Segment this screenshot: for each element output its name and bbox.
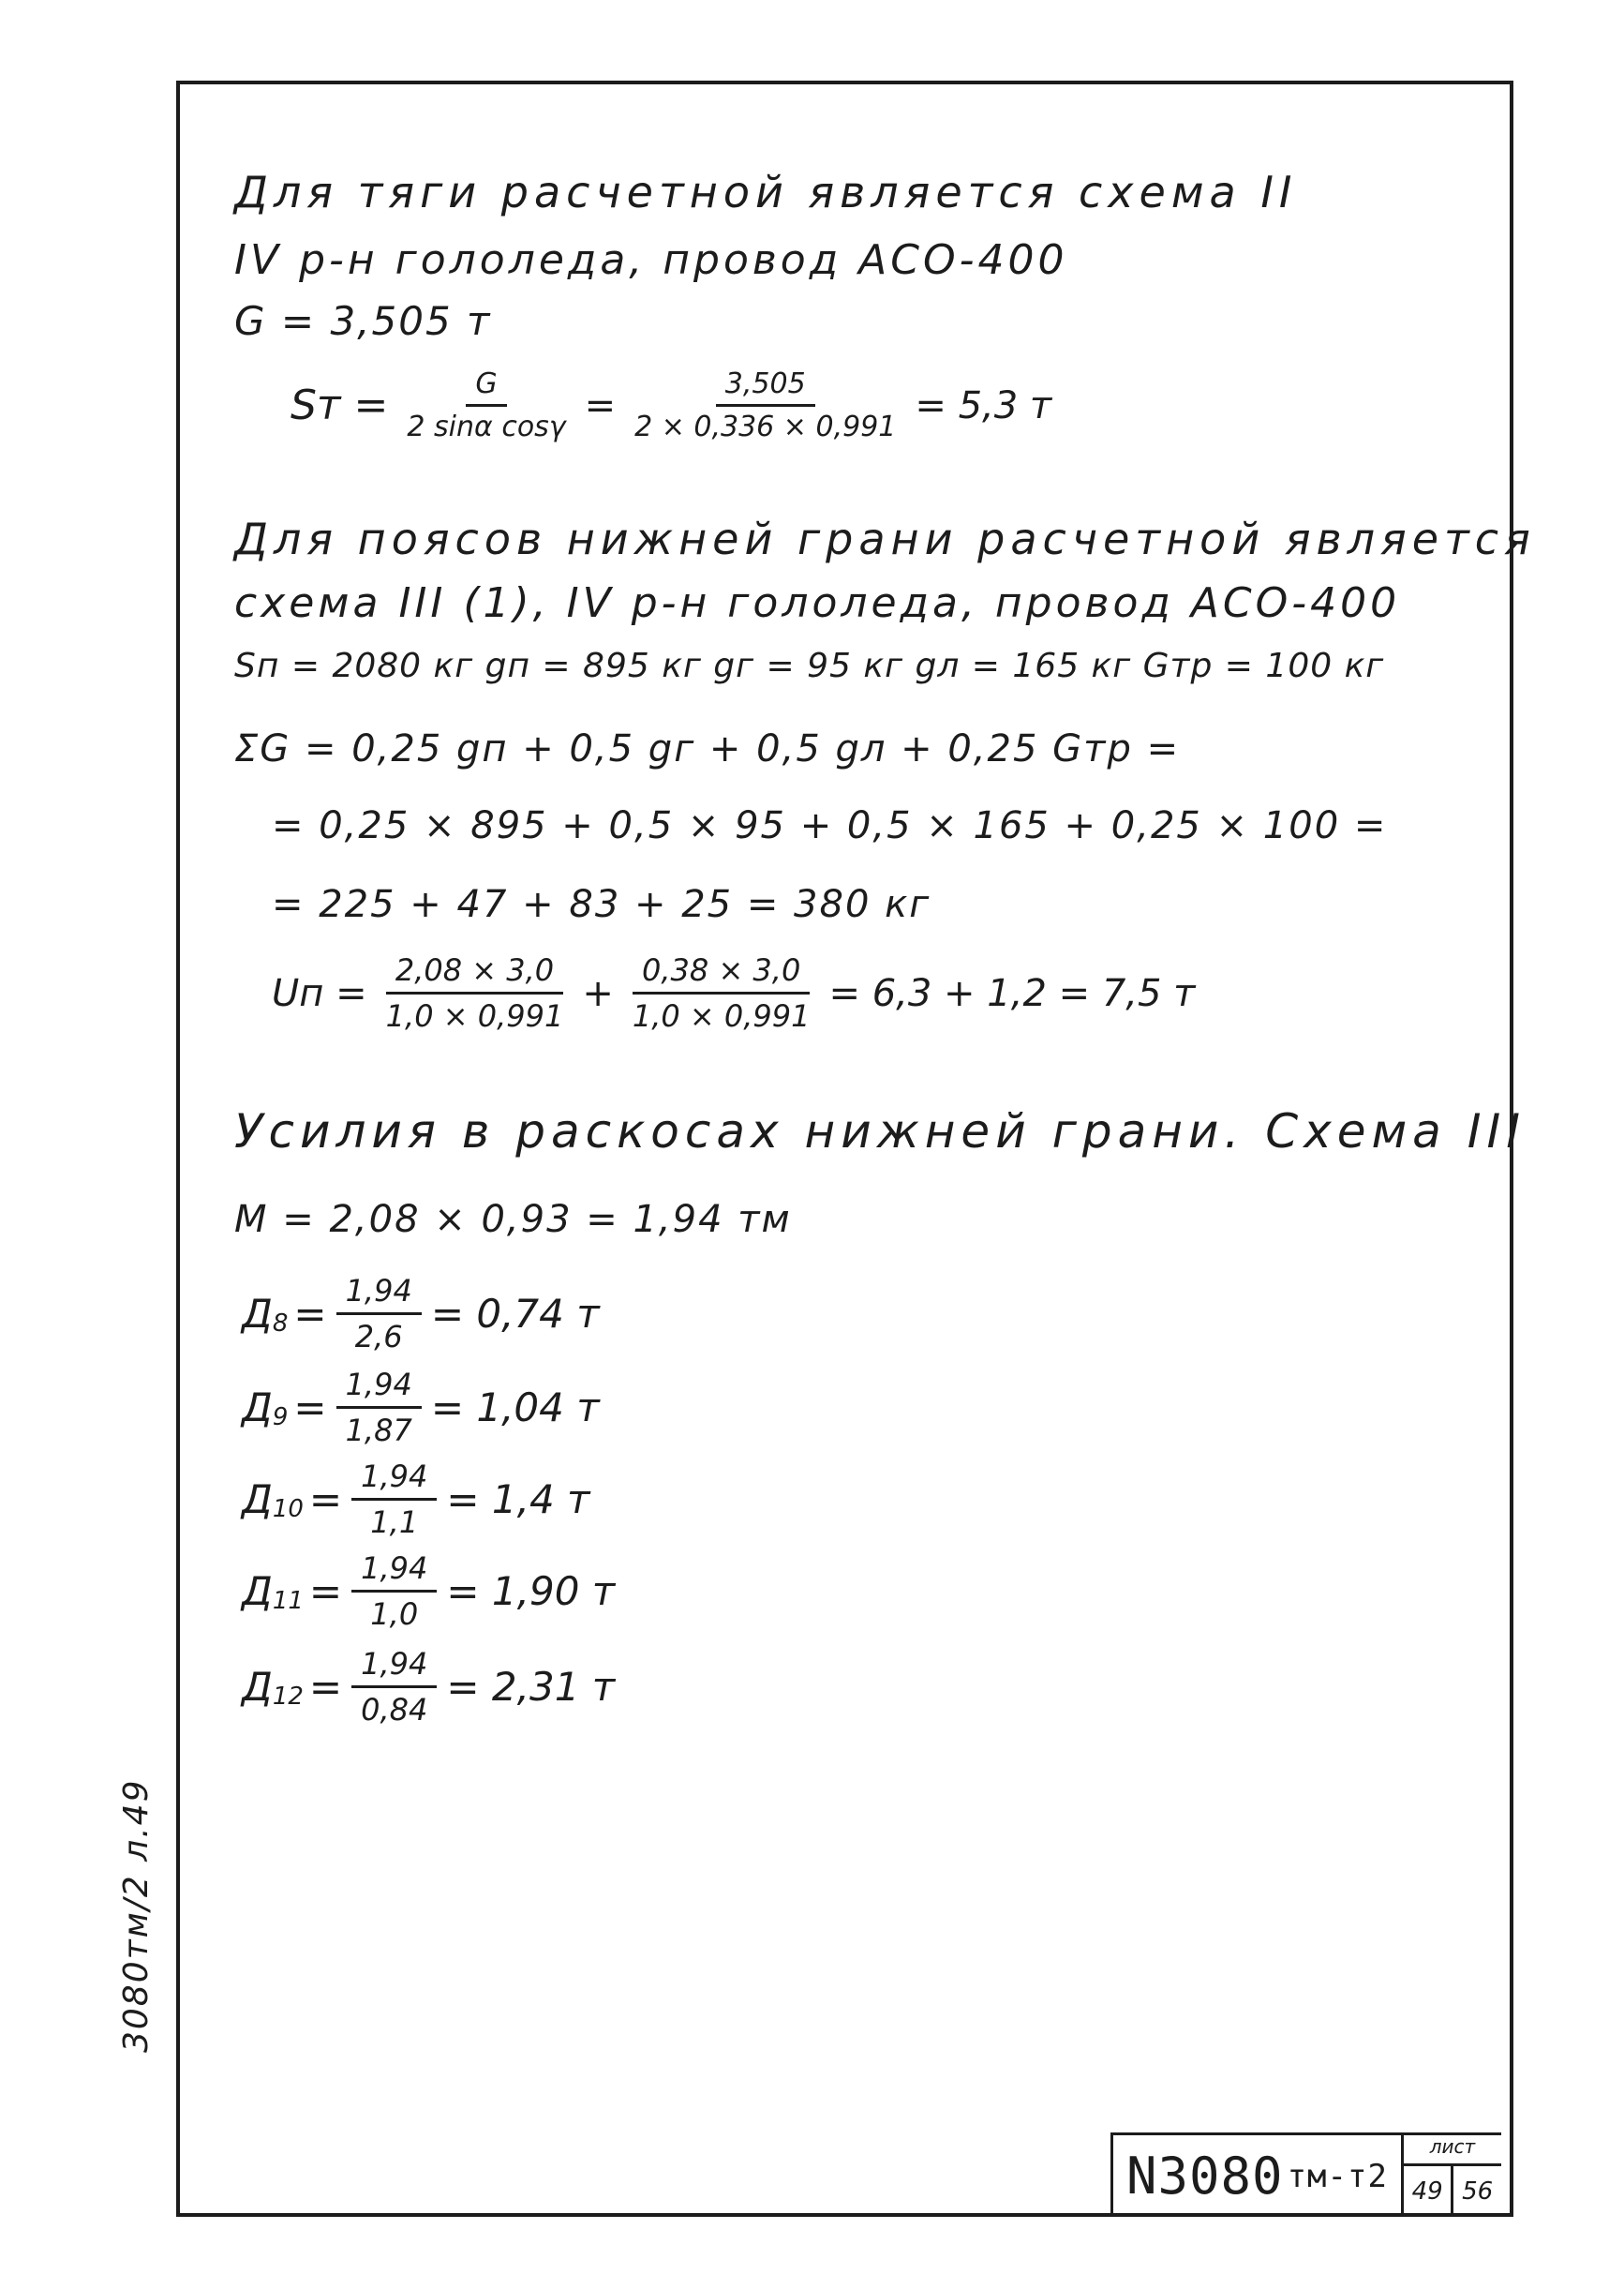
- fraction-denominator: 1,0: [370, 1596, 419, 1632]
- fraction-numerator: 1,94: [351, 1646, 437, 1688]
- sheet-label: лист: [1404, 2135, 1501, 2166]
- document-code: [1113, 2135, 1404, 2217]
- diagonal-label: Д: [242, 1384, 273, 1430]
- fraction-denominator: 1,87: [345, 1413, 412, 1448]
- document-code-suffix: тм-т2: [1287, 2157, 1388, 2195]
- fraction-numerator: 1,94: [336, 1273, 422, 1315]
- diagonal-fraction: [336, 1273, 422, 1354]
- sheet-number: 49: [1404, 2166, 1454, 2217]
- diagonal-subscript: 8: [272, 1309, 289, 1338]
- un-fraction-1: [377, 952, 574, 1034]
- section2-heading: Для поясов нижней грани расчетной является: [234, 514, 1536, 564]
- diagonal-fraction: [336, 1367, 422, 1448]
- st-formula: [291, 367, 1051, 443]
- sum-formula-line1: ΣG = 0,25 gп + 0,5 gг + 0,5 gл + 0,25 Gтр =: [234, 727, 1181, 770]
- margin-document-reference: 3080тм/2 л.49: [117, 1778, 156, 2053]
- sum-formula-line2: = 0,25 × 895 + 0,5 × 95 + 0,5 × 165 + 0,25 × 100 =: [272, 804, 1388, 847]
- diagonal-subscript: 10: [272, 1494, 304, 1523]
- fraction-numerator: 1,94: [351, 1459, 437, 1501]
- equals-sign: =: [584, 383, 617, 427]
- fraction-denominator: 2,6: [354, 1319, 403, 1354]
- diagonal-result: = 1,04 т: [430, 1384, 600, 1430]
- st-result: = 5,3 т: [915, 383, 1052, 427]
- section1-load-value: G = 3,505 т: [234, 298, 492, 344]
- diagonal-label: Д: [242, 1664, 273, 1710]
- fraction-denominator: 2 × 0,336 × 0,991: [634, 411, 897, 443]
- un-result: = 6,3 + 1,2 = 7,5 т: [828, 971, 1196, 1015]
- diagonal-subscript: 9: [272, 1402, 289, 1431]
- fraction-numerator: 2,08 × 3,0: [386, 952, 563, 995]
- diagonal-subscript: 11: [272, 1586, 304, 1615]
- diagonal-label: Д: [242, 1568, 273, 1614]
- moment-line: M = 2,08 × 0,93 = 1,94 тм: [234, 1198, 792, 1241]
- diagonal-label: Д: [242, 1476, 273, 1522]
- diagonal-result: = 1,4 т: [446, 1476, 590, 1522]
- section3-heading: Усилия в раскосах нижней грани. Схема III: [234, 1104, 1526, 1159]
- diagonal-formula-d11: Д 11 = $\frac{1,94}{1,0}$ = 1,90 т: [242, 1550, 616, 1632]
- diagonal-fraction: [351, 1459, 437, 1540]
- diagonal-fraction: [351, 1646, 437, 1728]
- fraction-denominator: 0,84: [361, 1692, 428, 1728]
- diagonal-label: Д: [242, 1291, 273, 1337]
- fraction-numerator: 1,94: [336, 1367, 422, 1409]
- un-fraction-2: [623, 952, 820, 1034]
- sum-formula-line3: = 225 + 47 + 83 + 25 = 380 кг: [272, 883, 931, 926]
- fraction-numerator: 0,38 × 3,0: [633, 952, 810, 995]
- sheet-numbers: [1404, 2166, 1501, 2217]
- diagonal-fraction: [351, 1550, 437, 1632]
- un-formula: [272, 952, 1195, 1034]
- diagonal-formula-d9: Д 9 = $\frac{1,94}{1,87}$ = 1,04 т: [242, 1367, 600, 1448]
- fraction-numerator: G: [466, 367, 506, 407]
- st-symbolic-fraction: [397, 367, 574, 443]
- diagonal-result: = 0,74 т: [430, 1291, 600, 1337]
- fraction-numerator: 3,505: [716, 367, 815, 407]
- diagonal-formula-d8: Д 8 = $\frac{1,94}{2,6}$ = 0,74 т: [242, 1273, 600, 1354]
- section2-conditions: схема III (1), IV р-н гололеда, провод АСО-400: [234, 579, 1401, 627]
- diagonal-formula-d12: Д 12 = $\frac{1,94}{0,84}$ = 2,31 т: [242, 1646, 616, 1728]
- fraction-denominator: 1,0 × 0,991: [385, 998, 564, 1034]
- st-numeric-fraction: [625, 367, 905, 443]
- document-code-main: N3080: [1126, 2147, 1284, 2206]
- diagonal-subscript: 12: [272, 1682, 304, 1711]
- plus-sign: +: [582, 971, 614, 1015]
- sheet-number-box: [1404, 2135, 1501, 2217]
- diagonal-formula-d10: Д 10 = $\frac{1,94}{1,1}$ = 1,4 т: [242, 1459, 590, 1540]
- section1-conditions: IV р-н гололеда, провод АСО-400: [234, 236, 1068, 284]
- title-block-stamp: [1110, 2132, 1501, 2217]
- fraction-denominator: 2 sinα cosγ: [407, 411, 566, 443]
- fraction-denominator: 1,0 × 0,991: [632, 998, 811, 1034]
- fraction-denominator: 1,1: [370, 1504, 419, 1540]
- fraction-numerator: 1,94: [351, 1550, 437, 1593]
- diagonal-result: = 2,31 т: [446, 1664, 616, 1710]
- total-sheets: 56: [1462, 2177, 1494, 2206]
- section2-load-values: Sп = 2080 кг gп = 895 кг gг = 95 кг gл = 165 кг Gтр = 100 кг: [234, 647, 1385, 685]
- un-label: Uп =: [272, 971, 367, 1015]
- st-label: Sт =: [291, 382, 389, 429]
- section1-heading: Для тяги расчетной является схема II: [234, 167, 1298, 217]
- diagonal-result: = 1,90 т: [446, 1568, 616, 1614]
